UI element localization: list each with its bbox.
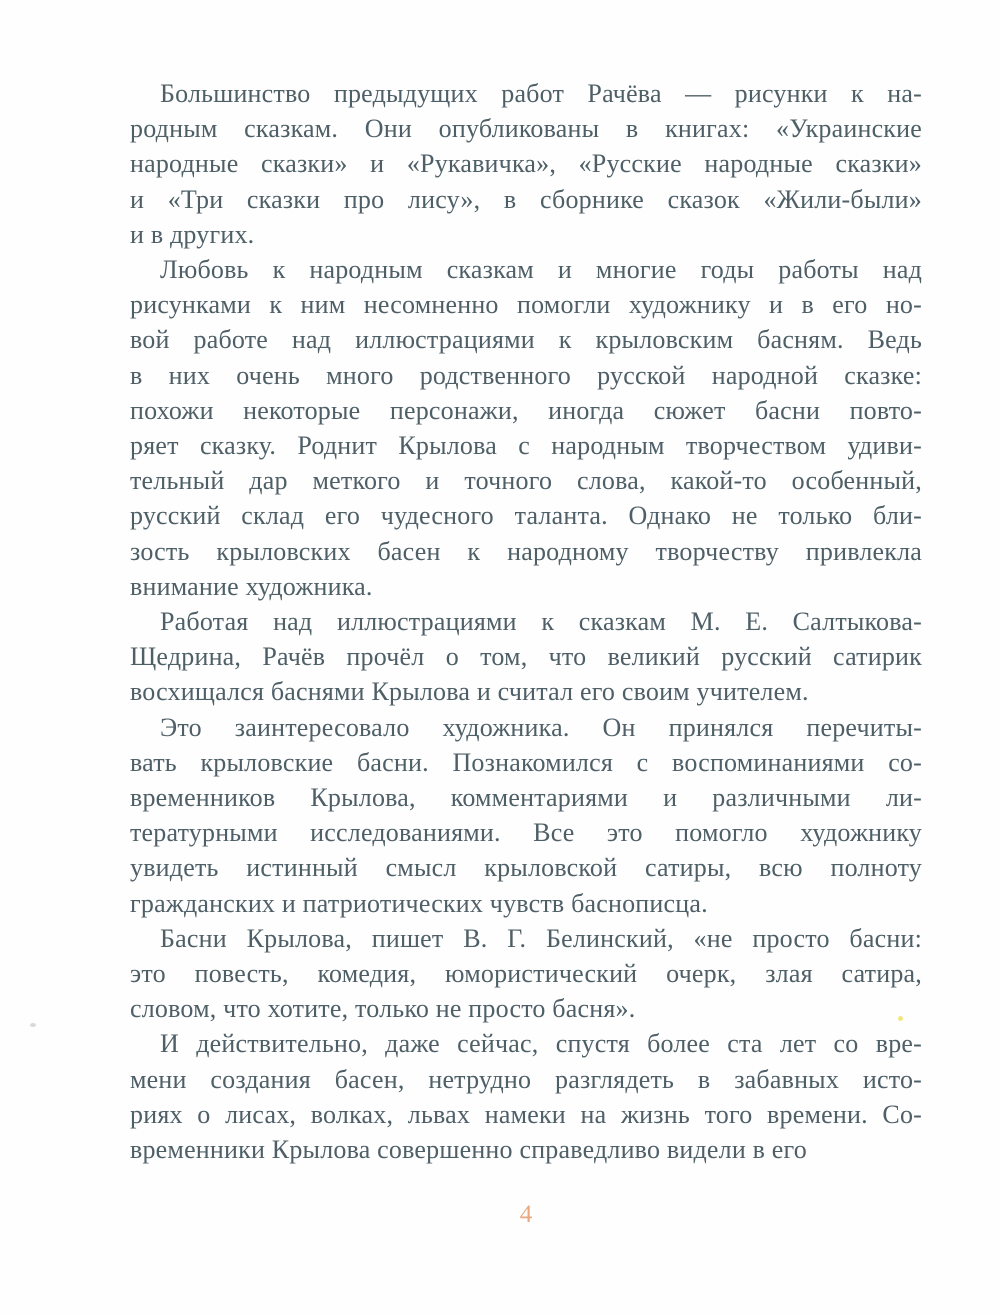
text-line: похожи некоторые персонажи, иногда сюжет басни повто- xyxy=(130,395,922,425)
paragraph xyxy=(130,604,922,710)
text-line: увидеть истинный смысл крыловской сатиры, всю полноту xyxy=(130,853,922,883)
scan-speck-yellow xyxy=(898,1016,903,1021)
text-line: мени создания басен, нетрудно разглядеть в забавных исто- xyxy=(130,1064,922,1094)
text-line: и в других. xyxy=(130,219,255,249)
text-line: вать крыловские басни. Познакомился с воспоминаниями со- xyxy=(130,747,922,777)
text-line: народные сказки» и «Рукавичка», «Русские народные сказки» xyxy=(130,149,922,179)
text-line: ряет сказку. Роднит Крылова с народным творчеством удиви- xyxy=(130,431,922,461)
paragraph xyxy=(130,710,922,921)
paragraph xyxy=(130,1026,922,1167)
text-line: тературными исследованиями. Все это помогло художнику xyxy=(130,818,922,848)
paragraph xyxy=(130,76,922,252)
text-line: рисунками к ним несомненно помогли художнику и в его но- xyxy=(130,290,922,320)
text-line: Любовь к народным сказкам и многие годы работы над xyxy=(160,255,922,285)
text-line: Басни Крылова, пишет В. Г. Белинский, «не просто басни: xyxy=(160,923,922,953)
text-line: зость крыловских басен к народному творчеству привлекла xyxy=(130,536,922,566)
scan-speck-gray xyxy=(30,1023,36,1027)
text-line: внимание художника. xyxy=(130,571,373,601)
text-line: гражданских и патриотических чувств баснописца. xyxy=(130,888,708,918)
text-line: русский склад его чудесного таланта. Однако не только бли- xyxy=(130,501,922,531)
text-line: Работая над иллюстрациями к сказкам М. Е. Салтыкова- xyxy=(160,607,922,637)
text-line: Это заинтересовало художника. Он принялся перечиты- xyxy=(160,712,922,742)
text-line: и «Три сказки про лису», в сборнике сказок «Жили-были» xyxy=(130,184,922,214)
page-number: 4 xyxy=(519,1201,533,1228)
text-line: Большинство предыдущих работ Рачёва — рисунки к на- xyxy=(160,79,922,108)
text-line: риях о лисах, волках, львах намеки на жизнь того времени. Со- xyxy=(130,1099,922,1129)
text-line: временников Крылова, комментариями и различными ли- xyxy=(130,783,922,813)
text-line: тельный дар меткого и точного слова, какой-то особенный, xyxy=(130,466,922,496)
text-line: вой работе над иллюстрациями к крыловским басням. Ведь xyxy=(130,325,922,355)
paragraph xyxy=(130,252,922,604)
text-line: словом, что хотите, только не просто басня». xyxy=(130,994,636,1024)
text-line: родным сказкам. Они опубликованы в книгах: «Украинские xyxy=(130,114,922,144)
text-line: это повесть, комедия, юмористический очерк, злая сатира, xyxy=(130,959,922,989)
text-line: И действительно, даже сейчас, спустя более ста лет со вре- xyxy=(160,1029,922,1059)
text-block xyxy=(130,76,922,1167)
text-line: временники Крылова совершенно справедливо видели в его xyxy=(130,1135,807,1165)
text-line: Щедрина, Рачёв прочёл о том, что великий русский сатирик xyxy=(130,642,922,672)
text-line: в них очень много родственного русской народной сказке: xyxy=(130,360,922,390)
paragraph xyxy=(130,921,922,1027)
text-line: восхищался баснями Крылова и считал его своим учителем. xyxy=(130,677,809,707)
